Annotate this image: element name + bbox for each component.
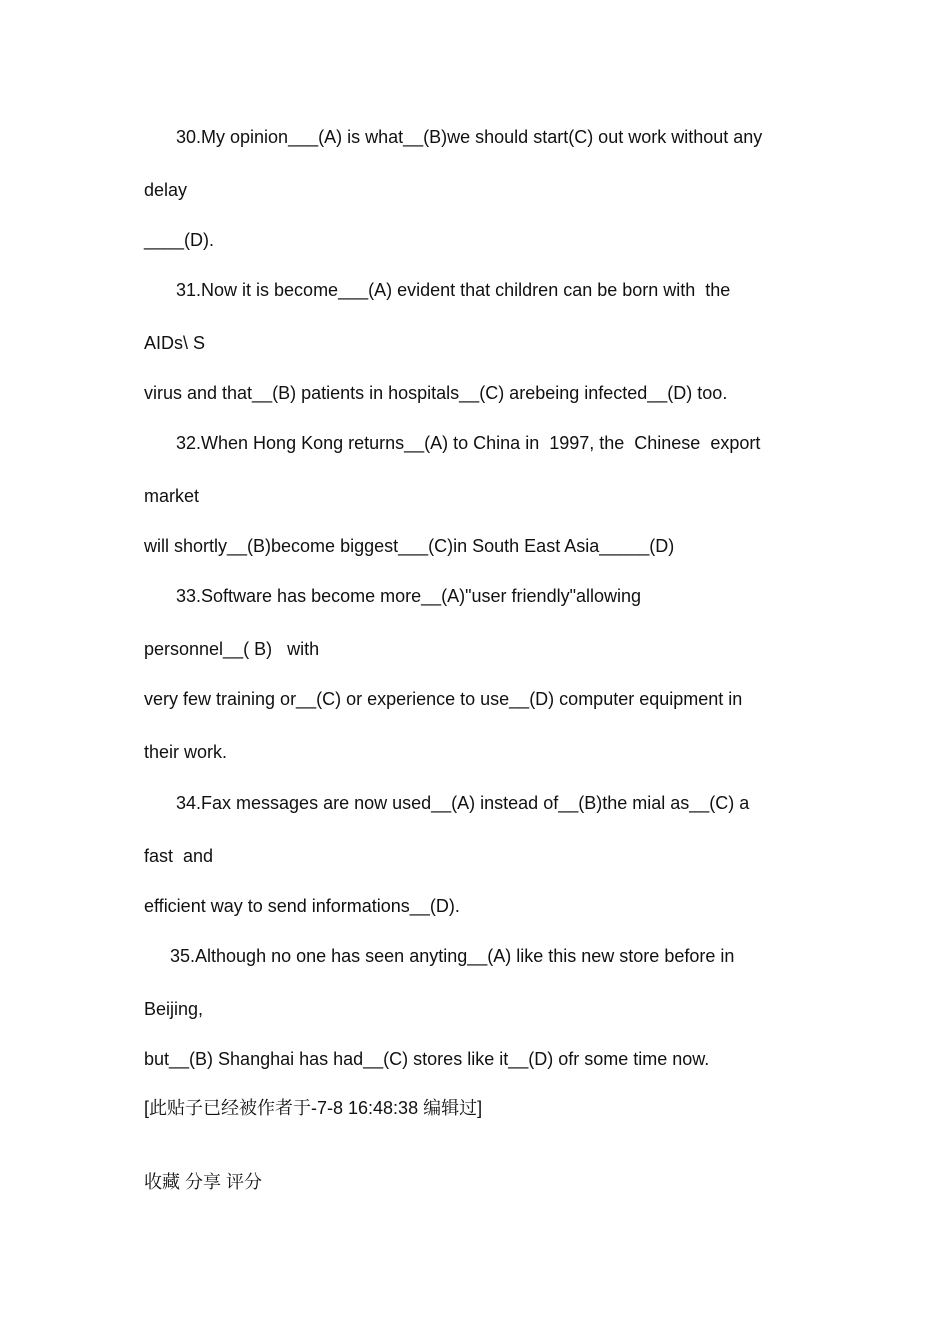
question-33-continuation: very few training or__(C) or experience to use__(D) computer equipment in xyxy=(144,689,743,709)
question-31-continuation: AIDs\ S xyxy=(144,333,206,353)
question-32-continuation: will shortly__(B)become biggest___(C)in South East Asia_____(D) xyxy=(144,536,675,556)
question-32-continuation: market xyxy=(144,486,200,506)
question-33-continuation: their work. xyxy=(144,742,228,762)
question-35-continuation: but__(B) Shanghai has had__(C) stores like it__(D) ofr some time now. xyxy=(144,1049,710,1069)
share-link[interactable]: 分享 xyxy=(185,1172,222,1192)
question-30-continuation: ____(D). xyxy=(144,230,215,250)
question-30-line: 30.My opinion___(A) is what__(B)we should start(C) out work without any xyxy=(176,127,763,147)
question-34-continuation: fast and xyxy=(144,846,214,866)
question-31-line: 31.Now it is become___(A) evident that children can be born with the xyxy=(176,280,731,300)
question-33-continuation: personnel__( B) with xyxy=(144,639,320,659)
post-actions xyxy=(144,1171,262,1193)
edit-note: [此贴子已经被作者于-7-8 16:48:38 编辑过] xyxy=(144,1098,483,1118)
question-35-continuation: Beijing, xyxy=(144,999,204,1019)
question-33-line: 33.Software has become more__(A)"user friendly"allowing xyxy=(176,586,642,606)
question-32-line: 32.When Hong Kong returns__(A) to China in 1997, the Chinese export xyxy=(176,433,761,453)
question-35-line: 35.Although no one has seen anyting__(A) like this new store before in xyxy=(170,946,735,966)
question-34-line: 34.Fax messages are now used__(A) instead of__(B)the mial as__(C) a xyxy=(176,793,750,813)
question-34-continuation: efficient way to send informations__(D). xyxy=(144,896,460,916)
collect-link[interactable]: 收藏 xyxy=(144,1172,180,1192)
question-31-continuation: virus and that__(B) patients in hospitals__(C) arebeing infected__(D) too. xyxy=(144,383,728,403)
rate-link[interactable]: 评分 xyxy=(226,1172,263,1192)
question-30-continuation: delay xyxy=(144,180,188,200)
